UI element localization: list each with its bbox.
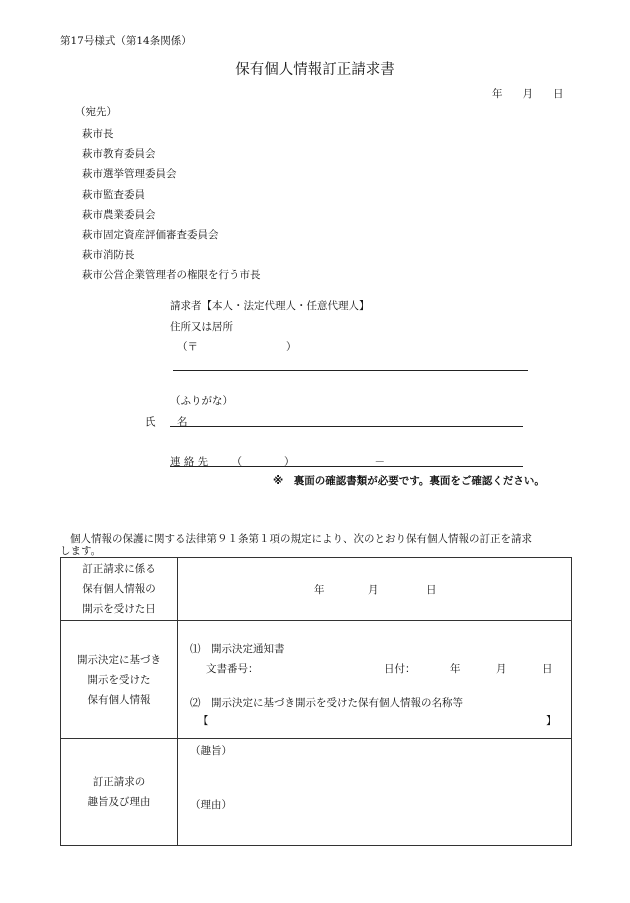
address-label: 住所又は居所 (170, 321, 233, 333)
furigana-label: （ふりがな） (170, 395, 233, 407)
row1-day: 日 (426, 584, 437, 596)
addressee-item: 萩市固定資産評価審査委員会 (82, 228, 219, 241)
notice-month: 月 (496, 663, 507, 675)
contact-paren-open: （ (231, 456, 243, 468)
notice-item: ⑴ 開示決定通知書 (190, 643, 285, 655)
addressee-item: 萩市公営企業管理者の権限を行う市長 (82, 269, 261, 282)
contact-label: 連 絡 先 (170, 456, 209, 468)
contact-dash: － (374, 456, 386, 468)
addressee-list (82, 124, 261, 286)
zip-field[interactable] (177, 339, 297, 354)
reason-label: （理由） (190, 799, 232, 811)
date-year-label: 年 (492, 88, 503, 100)
address-line[interactable] (173, 370, 528, 371)
date-month-label: 月 (522, 88, 533, 100)
zip-close: ） (286, 341, 297, 353)
form-number: 第17号様式（第14条関係） (60, 35, 192, 47)
confirmation-note: ※ 裏面の確認書類が必要です。裏面をご確認ください。 (273, 475, 545, 487)
notice-year: 年 (450, 663, 461, 675)
row1-year: 年 (314, 584, 325, 596)
disclosed-info-label (61, 621, 178, 739)
label-line: 訂正請求に係る (82, 563, 156, 575)
contact-paren-close: ） (284, 456, 295, 468)
submission-date (492, 86, 564, 101)
requester-type-label: 請求者【本人・法定代理人・任意代理人】 (170, 300, 370, 312)
purpose-reason-field[interactable] (178, 739, 572, 846)
date-day-label: 日 (553, 88, 564, 100)
addressee-item: 萩市選挙管理委員会 (82, 168, 177, 181)
name-label-second: 名 (177, 416, 188, 428)
label-line: 開示決定に基づき (77, 653, 161, 666)
info-name-item: ⑵ 開示決定に基づき開示を受けた保有個人情報の名称等 (190, 697, 463, 709)
purpose-label: （趣旨） (190, 745, 232, 757)
label-line: 開示を受けた (87, 673, 151, 686)
contact-line[interactable] (170, 466, 523, 467)
name-line[interactable] (170, 426, 523, 427)
addressee-item: 萩市監査委員 (82, 188, 145, 201)
disclosure-date-label (61, 558, 178, 621)
table-row (61, 739, 572, 846)
row1-month: 月 (368, 584, 379, 596)
label-line: 保有個人情報 (87, 693, 151, 706)
label-line: 保有個人情報の (82, 583, 156, 595)
name-label-first: 氏 (145, 416, 156, 428)
purpose-reason-label (61, 739, 178, 846)
addressee-label: （宛先） (75, 106, 117, 118)
intro-text-line1: 個人情報の保護に関する法律第９１条第１項の規定により、次のとおり保有個人情報の訂正を請求 (70, 533, 532, 545)
label-line: 開示を受けた日 (82, 603, 156, 615)
table-row (61, 621, 572, 739)
addressee-item: 萩市消防長 (82, 249, 135, 262)
intro-text-line2: します。 (60, 545, 102, 557)
bracket-close: 】 (546, 715, 557, 727)
disclosure-date-field[interactable] (178, 558, 572, 621)
notice-date-label: 日付： (384, 663, 416, 675)
request-table (60, 557, 572, 846)
addressee-item: 萩市農業委員会 (82, 208, 156, 221)
bracket-open: 【 (198, 715, 209, 727)
table-row (61, 558, 572, 621)
zip-open: （〒 (177, 341, 198, 353)
label-line: 趣旨及び理由 (87, 796, 151, 808)
doc-number-label: 文書番号： (206, 663, 259, 675)
addressee-item: 萩市教育委員会 (82, 148, 156, 161)
page-title: 保有個人情報訂正請求書 (235, 62, 395, 78)
notice-day: 日 (542, 663, 553, 675)
disclosed-info-field[interactable] (178, 621, 572, 739)
label-line: 訂正請求の (92, 776, 146, 788)
addressee-item: 萩市長 (82, 128, 114, 140)
